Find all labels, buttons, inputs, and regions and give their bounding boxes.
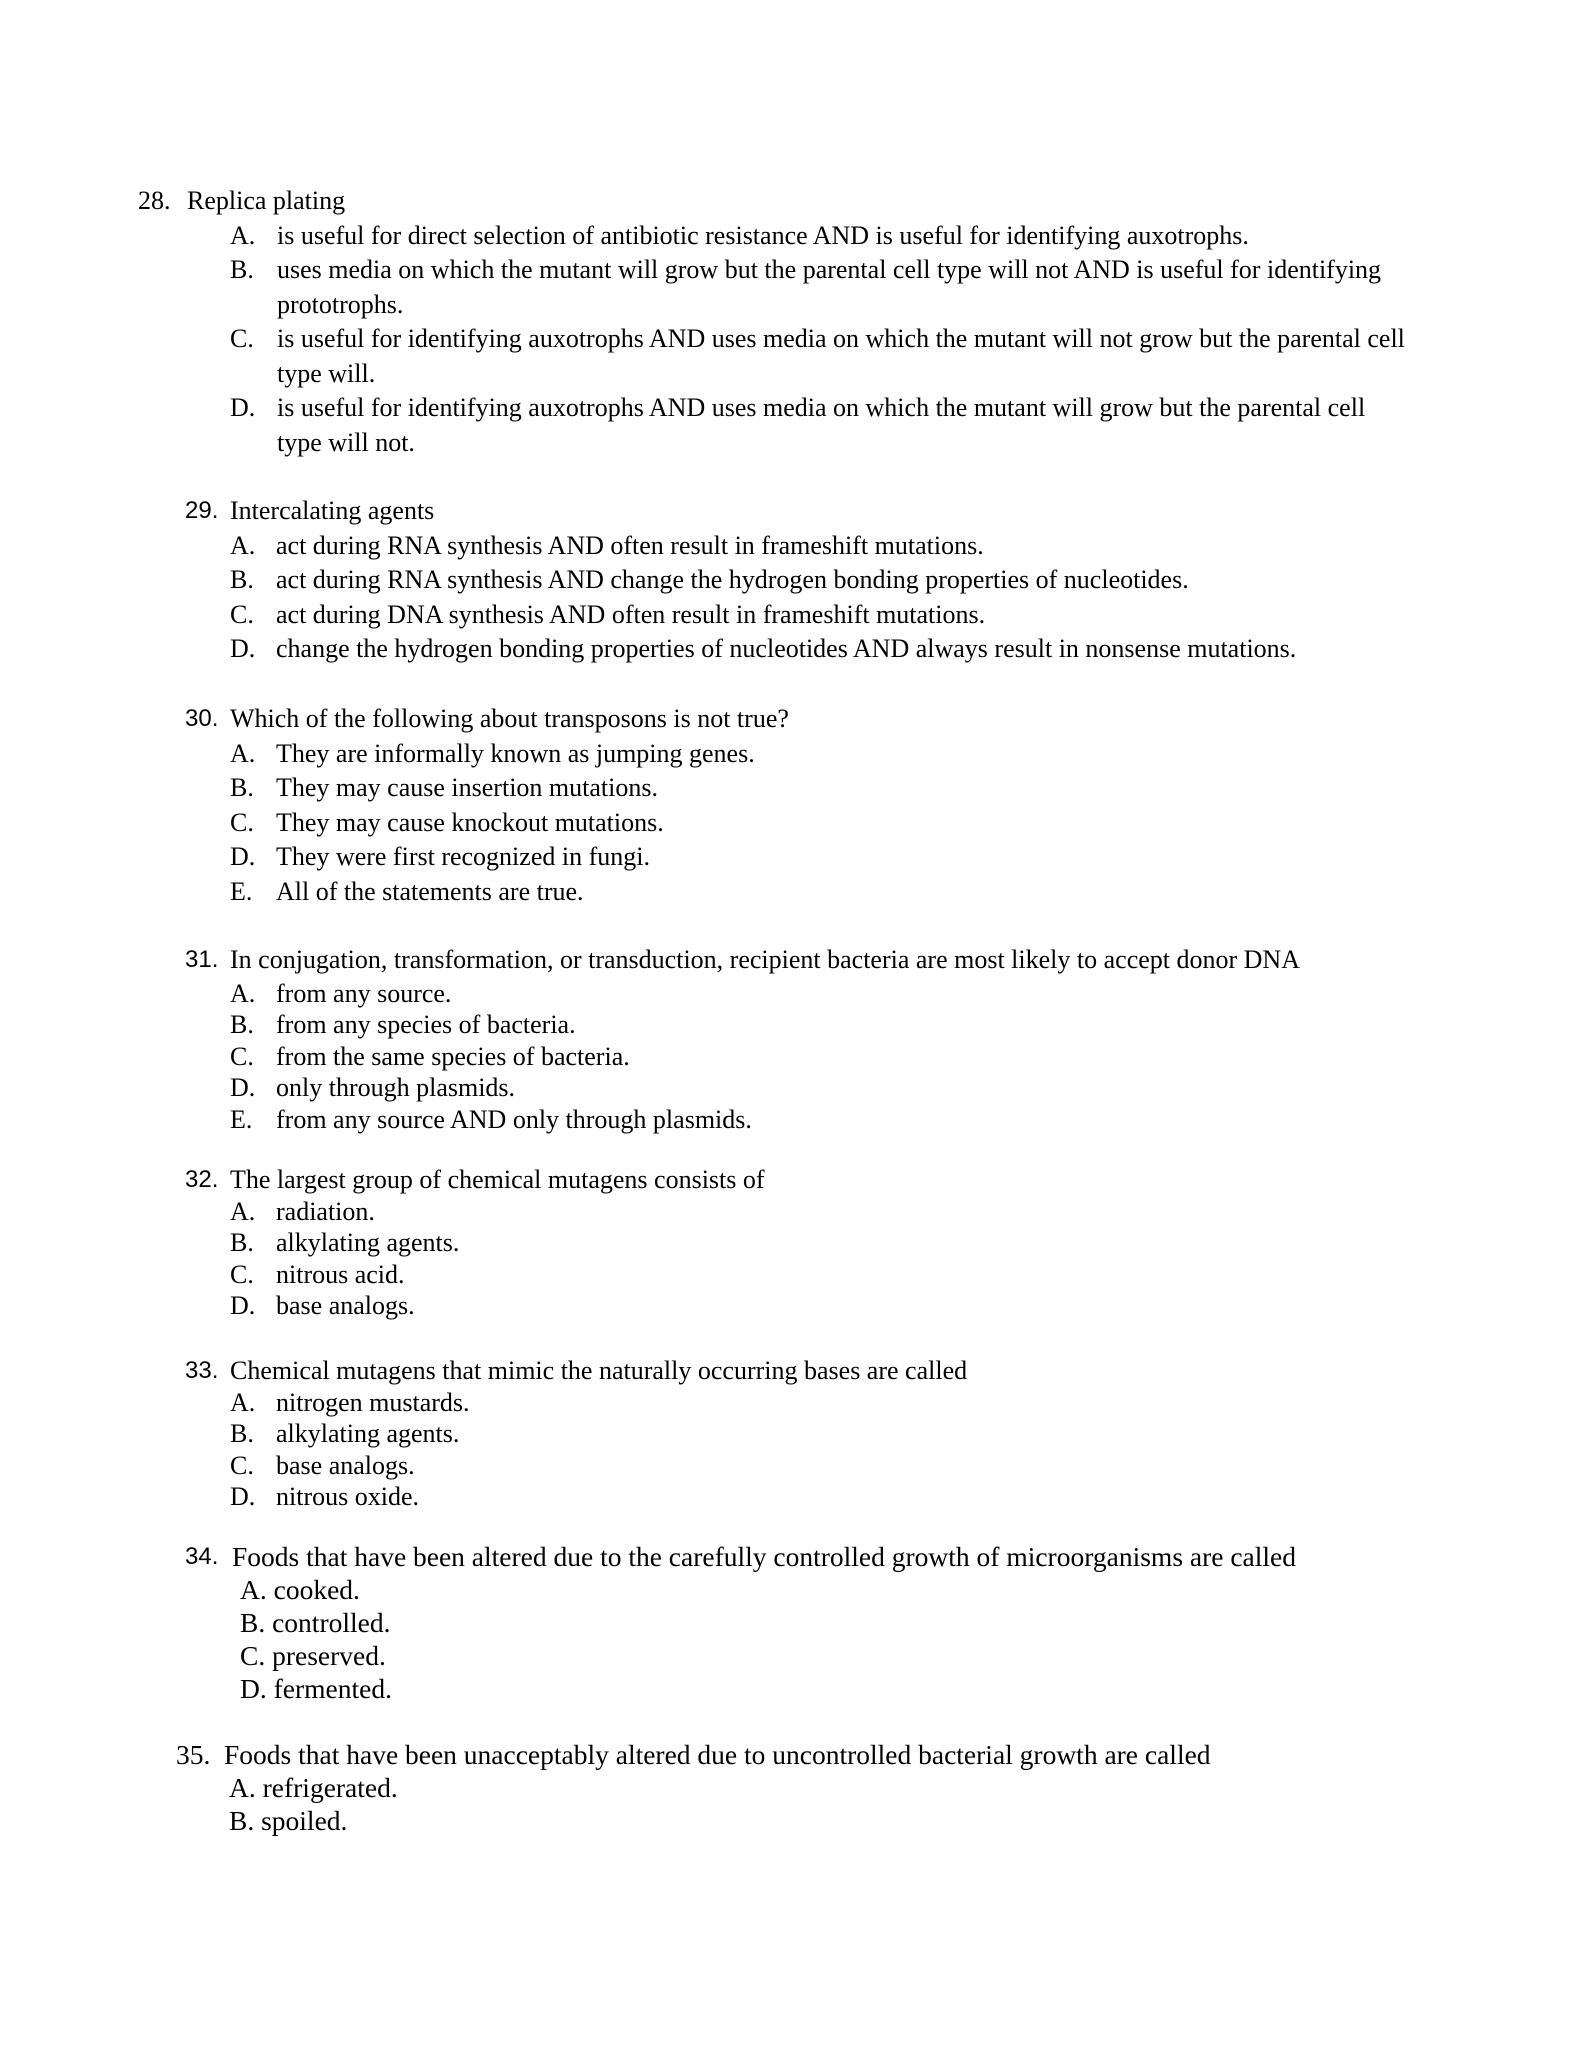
question-28: [138, 184, 1458, 460]
answer-option-c: [230, 322, 1458, 391]
option-letter: A.: [230, 1387, 256, 1417]
answer-option-a: [230, 1387, 1465, 1419]
question-stem: [185, 702, 1465, 737]
answer-option-c: [230, 806, 1465, 841]
question-text: Intercalating agents: [230, 496, 435, 525]
option-letter: D.: [230, 842, 256, 871]
option-letter: C.: [230, 1041, 254, 1071]
option-letter: B.: [229, 1805, 262, 1836]
answer-option-a: [229, 1771, 1476, 1804]
option-text: preserved.: [272, 1640, 386, 1671]
option-letter: A.: [230, 978, 256, 1008]
option-letter: C.: [230, 1259, 254, 1289]
question-stem: [185, 1355, 1465, 1387]
option-text: uses media on which the mutant will grow but the parental cell type will not AND is useful for identifying prototrophs.: [277, 255, 1382, 319]
question-text: Chemical mutagens that mimic the naturally occurring bases are called: [230, 1356, 968, 1385]
answer-options: [230, 978, 1485, 1136]
question-number: 35.: [176, 1739, 211, 1770]
option-letter: B.: [230, 565, 254, 594]
answer-option-d: [230, 632, 1465, 667]
option-text: change the hydrogen bonding properties of nucleotides AND always result in nonsense mutations.: [276, 634, 1297, 663]
option-letter: B.: [240, 1607, 273, 1638]
question-text: Foods that have been unacceptably altered due to uncontrolled bacterial growth are called: [224, 1739, 1211, 1770]
option-text: fermented.: [273, 1673, 392, 1704]
question-30: [185, 702, 1465, 909]
option-letter: B.: [230, 1419, 254, 1448]
option-text: nitrous acid.: [276, 1259, 405, 1289]
option-letter: A.: [230, 1196, 256, 1226]
option-letter: C.: [230, 807, 254, 837]
answer-option-b: [229, 1804, 1476, 1837]
option-text: All of the statements are true.: [276, 876, 584, 906]
option-letter: A.: [230, 738, 256, 768]
answer-option-c: [230, 1450, 1465, 1482]
option-letter: A.: [230, 530, 256, 560]
question-text: In conjugation, transformation, or transduction, recipient bacteria are most likely to accept donor DNA: [230, 945, 1300, 974]
option-text: act during RNA synthesis AND often result in frameshift mutations.: [276, 530, 984, 560]
answer-option-a: [230, 978, 1485, 1010]
option-letter: A.: [229, 1772, 263, 1803]
answer-option-d: [230, 391, 1458, 460]
option-letter: D.: [230, 393, 256, 422]
question-number: 31.: [185, 946, 219, 973]
option-letter: B.: [230, 255, 254, 284]
option-letter: C.: [230, 324, 254, 353]
option-letter: E.: [230, 1104, 253, 1134]
question-29: [185, 494, 1465, 667]
answer-option-d: [230, 840, 1465, 875]
answer-option-d: [230, 1481, 1465, 1513]
answer-option-c: [230, 1041, 1485, 1073]
answer-option-c: [240, 1639, 1485, 1672]
question-33: [185, 1355, 1465, 1513]
option-letter: B.: [230, 1228, 254, 1257]
answer-options: [229, 1771, 1476, 1837]
option-text: only through plasmids.: [276, 1073, 516, 1102]
option-letter: D.: [230, 1073, 256, 1102]
option-text: from any source AND only through plasmids.: [276, 1104, 752, 1134]
option-letter: D.: [230, 1482, 256, 1511]
option-text: They may cause knockout mutations.: [276, 807, 664, 837]
option-text: They may cause insertion mutations.: [276, 773, 658, 802]
answer-options: [230, 529, 1465, 667]
option-letter: D.: [230, 1291, 256, 1320]
option-text: refrigerated.: [262, 1772, 398, 1803]
option-text: cooked.: [273, 1574, 360, 1605]
answer-option-b: [230, 771, 1465, 806]
question-text: Foods that have been altered due to the carefully controlled growth of microorganisms are called: [232, 1541, 1296, 1572]
question-stem: [185, 494, 1465, 529]
question-stem: [185, 1164, 1465, 1196]
option-letter: D.: [240, 1673, 274, 1704]
question-text: The largest group of chemical mutagens consists of: [230, 1165, 765, 1194]
option-letter: A.: [230, 220, 256, 250]
answer-option-a: [230, 529, 1465, 564]
option-text: They were first recognized in fungi.: [276, 842, 650, 871]
option-letter: C.: [240, 1640, 273, 1671]
question-32: [185, 1164, 1465, 1322]
question-number: 33.: [185, 1357, 219, 1384]
question-text: Which of the following about transposons is not true?: [230, 704, 789, 733]
option-letter: E.: [230, 876, 253, 906]
option-text: base analogs.: [276, 1291, 415, 1320]
answer-option-a: [230, 219, 1458, 254]
answer-option-b: [230, 1227, 1465, 1259]
option-text: nitrous oxide.: [276, 1482, 419, 1511]
answer-options: [240, 1573, 1485, 1705]
answer-options: [230, 1196, 1465, 1322]
answer-option-e: [230, 1104, 1485, 1136]
option-text: alkylating agents.: [276, 1228, 460, 1257]
answer-option-b: [230, 563, 1465, 598]
option-letter: C.: [230, 599, 254, 629]
question-stem: [185, 1540, 1485, 1573]
answer-option-b: [230, 253, 1458, 322]
option-letter: B.: [230, 773, 254, 802]
option-text: from any source.: [276, 978, 452, 1008]
answer-options: [230, 1387, 1465, 1513]
answer-option-b: [230, 1009, 1485, 1041]
option-text: from any species of bacteria.: [276, 1010, 576, 1039]
option-letter: D.: [230, 634, 256, 663]
option-text: They are informally known as jumping genes.: [276, 738, 755, 768]
answer-option-d: [230, 1072, 1485, 1104]
option-text: controlled.: [272, 1607, 391, 1638]
question-35: [176, 1738, 1476, 1837]
answer-option-b: [230, 1418, 1465, 1450]
option-text: act during RNA synthesis AND change the hydrogen bonding properties of nucleotides.: [276, 565, 1189, 594]
question-stem: [176, 1738, 1476, 1771]
option-text: is useful for identifying auxotrophs AND uses media on which the mutant will not grow but the parental cell type will.: [277, 324, 1405, 388]
answer-option-a: [230, 1196, 1465, 1228]
question-number: 28.: [138, 186, 171, 215]
question-number: 29.: [185, 497, 219, 524]
question-stem: [185, 943, 1485, 978]
answer-option-b: [240, 1606, 1485, 1639]
question-number: 30.: [185, 705, 219, 732]
question-34: [185, 1540, 1485, 1705]
option-text: alkylating agents.: [276, 1419, 460, 1448]
question-number: 34.: [185, 1543, 219, 1570]
option-letter: C.: [230, 1450, 254, 1480]
question-text: Replica plating: [187, 186, 346, 215]
option-text: base analogs.: [276, 1450, 415, 1480]
option-text: nitrogen mustards.: [276, 1387, 470, 1417]
question-31: [185, 943, 1485, 1135]
option-text: is useful for direct selection of antibiotic resistance AND is useful for identifying auxotrophs.: [277, 220, 1249, 250]
answer-option-a: [240, 1573, 1485, 1606]
option-letter: B.: [230, 1010, 254, 1039]
option-text: spoiled.: [261, 1805, 348, 1836]
answer-option-a: [230, 737, 1465, 772]
answer-option-d: [230, 1290, 1465, 1322]
answer-options: [230, 737, 1465, 910]
option-text: act during DNA synthesis AND often result in frameshift mutations.: [276, 599, 986, 629]
option-letter: A.: [240, 1574, 274, 1605]
answer-options: [230, 219, 1458, 461]
answer-option-c: [230, 1259, 1465, 1291]
question-stem: [138, 184, 1458, 219]
option-text: is useful for identifying auxotrophs AND uses media on which the mutant will grow but the parental cell type will not.: [277, 393, 1366, 457]
answer-option-d: [240, 1672, 1485, 1705]
option-text: from the same species of bacteria.: [276, 1041, 630, 1071]
option-text: radiation.: [276, 1196, 375, 1226]
answer-option-e: [230, 875, 1465, 910]
question-number: 32.: [185, 1166, 219, 1193]
answer-option-c: [230, 598, 1465, 633]
